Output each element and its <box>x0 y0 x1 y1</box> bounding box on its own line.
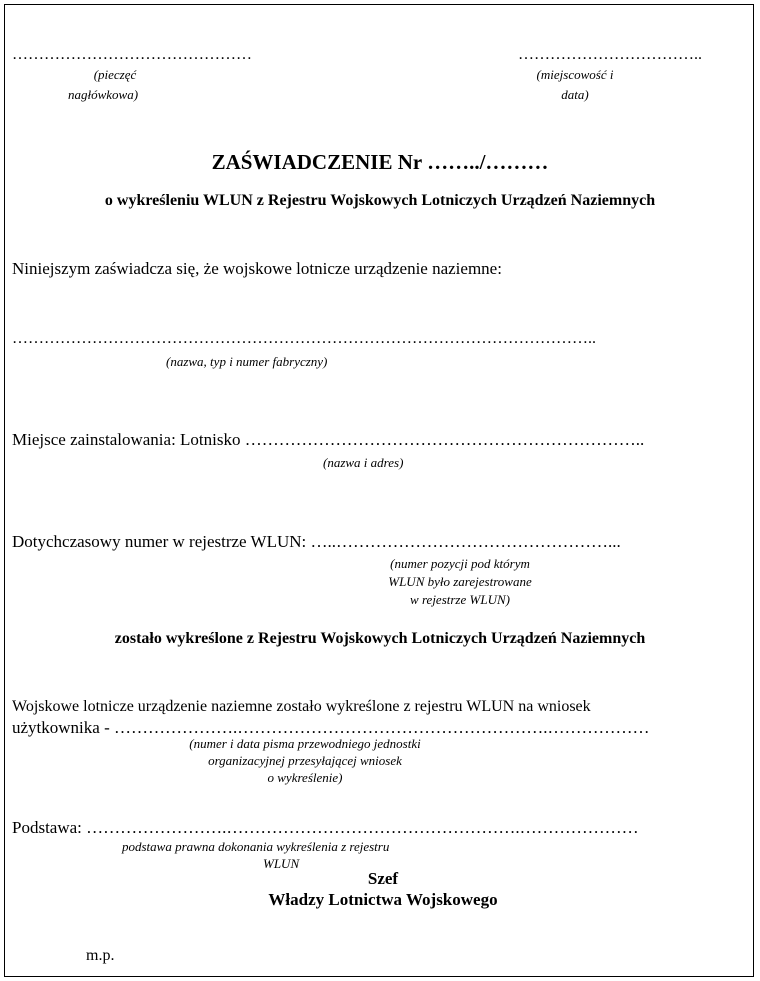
registry-number-line: Dotychczasowy numer w rejestrze WLUN: …..…………………………………………... <box>12 532 621 551</box>
basis-caption-1: podstawa prawna dokonania wykreślenia z rejestru <box>122 839 390 854</box>
place-date-dots: …………………………….. <box>518 46 702 63</box>
signature-line-2: Władzy Lotnictwa Wojskowego <box>268 890 498 909</box>
request-line-2: użytkownika - ………………….……………………………………………….……………… <box>12 718 650 737</box>
stamp-place: m.p. <box>86 947 115 964</box>
request-caption-3: o wykreślenie) <box>267 770 343 785</box>
registry-number-caption-1: (numer pozycji pod którym <box>390 556 530 571</box>
place-date-caption-2: data) <box>561 87 589 102</box>
stamp-dots: ……………………………………… <box>12 46 252 63</box>
signature-line-1: Szef <box>367 869 399 888</box>
device-caption: (nazwa, typ i numer fabryczny) <box>166 354 328 369</box>
location-caption: (nazwa i adres) <box>323 455 404 470</box>
stamp-caption-2: nagłówkowa) <box>67 87 139 102</box>
request-line-1: Wojskowe lotnicze urządzenie naziemne zostało wykreślone z rejestru WLUN na wniosek <box>12 698 591 715</box>
stamp-caption-1: (pieczęć <box>93 67 137 82</box>
location-line: Miejsce zainstalowania: Lotnisko …………………………………………………………….. <box>12 430 645 449</box>
basis-caption-2: WLUN <box>263 856 300 871</box>
place-date-caption-1: (miejscowość i <box>536 67 614 82</box>
page-subtitle: o wykreśleniu WLUN z Rejestru Wojskowych Lotniczych Urządzeń Naziemnych <box>104 192 656 209</box>
request-caption-2: organizacyjnej przesyłającej wniosek <box>208 753 402 768</box>
registry-number-caption-3: w rejestrze WLUN) <box>410 592 510 607</box>
request-caption-1: (numer i data pisma przewodniego jednostki <box>189 736 421 751</box>
basis-line: Podstawa: …………………….…………………………………………….………………… <box>12 818 639 837</box>
device-dots: ……………………………………………………………………………………………….. <box>12 330 596 347</box>
deletion-statement: zostało wykreślone z Rejestru Wojskowych Lotniczych Urządzeń Naziemnych <box>114 630 646 647</box>
intro-text: Niniejszym zaświadcza się, że wojskowe lotnicze urządzenie naziemne: <box>12 259 502 278</box>
registry-number-caption-2: WLUN było zarejestrowane <box>388 574 532 589</box>
page-title: ZAŚWIADCZENIE Nr ……../……… <box>211 150 549 174</box>
